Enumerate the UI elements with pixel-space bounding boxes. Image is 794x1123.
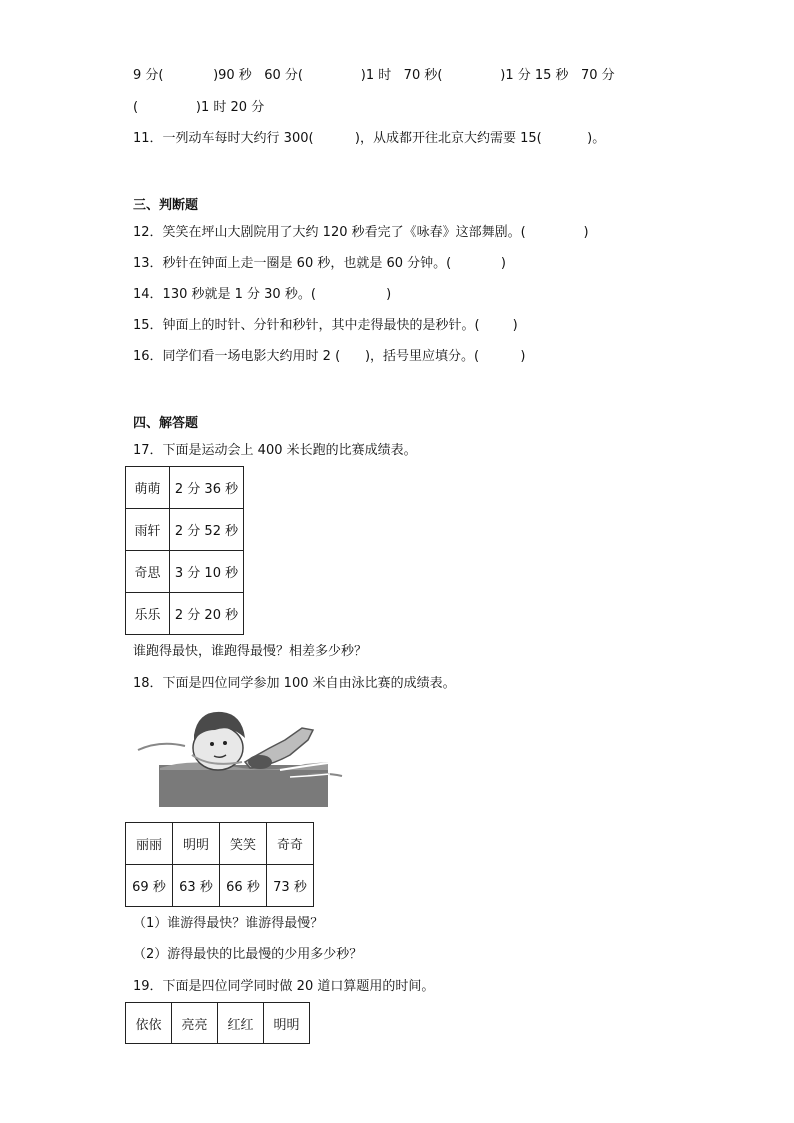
pool-water-block bbox=[159, 765, 328, 807]
runner-time: 2 分 52 秒 bbox=[170, 509, 244, 551]
runner-time: 2 分 36 秒 bbox=[170, 467, 244, 509]
question-16: 16．同学们看一场电影大约用时 2 ( )，括号里应填分。( ) bbox=[133, 349, 526, 364]
student-name: 依依 bbox=[126, 1003, 172, 1044]
q18-subquestion-2: （2）游得最快的比最慢的少用多少秒？ bbox=[133, 947, 363, 962]
swimmer-time: 63 秒 bbox=[173, 865, 220, 907]
q17-score-table bbox=[125, 466, 244, 635]
swimmer-name: 奇奇 bbox=[267, 823, 314, 865]
runner-name: 乐乐 bbox=[126, 593, 170, 635]
table-row bbox=[126, 467, 244, 509]
runner-time: 2 分 20 秒 bbox=[170, 593, 244, 635]
question-19: 19．下面是四位同学同时做 20 道口算题用的时间。 bbox=[133, 979, 435, 994]
question-18: 18．下面是四位同学参加 100 米自由泳比赛的成绩表。 bbox=[133, 676, 456, 691]
student-name: 明明 bbox=[264, 1003, 310, 1044]
runner-name: 萌萌 bbox=[126, 467, 170, 509]
question-14: 14．130 秒就是 1 分 30 秒。( ) bbox=[133, 287, 392, 302]
runner-name: 雨轩 bbox=[126, 509, 170, 551]
table-row bbox=[126, 593, 244, 635]
q10-line2: ( )1 时 20 分 bbox=[133, 100, 265, 115]
table-row bbox=[126, 823, 314, 865]
swimmer-time: 69 秒 bbox=[126, 865, 173, 907]
question-11: 11．一列动车每时大约行 300( )，从成都开往北京大约需要 15( )。 bbox=[133, 131, 606, 146]
question-17: 17．下面是运动会上 400 米长跑的比赛成绩表。 bbox=[133, 443, 417, 458]
runner-time: 3 分 10 秒 bbox=[170, 551, 244, 593]
q19-score-table bbox=[125, 1002, 310, 1044]
table-row bbox=[126, 509, 244, 551]
table-row bbox=[126, 1003, 310, 1044]
question-13: 13．秒针在钟面上走一圈是 60 秒，也就是 60 分钟。( ) bbox=[133, 256, 506, 271]
table-row bbox=[126, 865, 314, 907]
table-row bbox=[126, 551, 244, 593]
question-12: 12．笑笑在坪山大剧院用了大约 120 秒看完了《咏春》这部舞剧。( ) bbox=[133, 225, 589, 240]
swimmer-name: 明明 bbox=[173, 823, 220, 865]
swimmer-illustration bbox=[130, 700, 345, 810]
q18-score-table bbox=[125, 822, 314, 907]
section4-heading: 四、解答题 bbox=[133, 416, 199, 431]
q18-subquestion-1: （1）谁游得最快？谁游得最慢？ bbox=[133, 916, 324, 931]
section3-heading: 三、判断题 bbox=[133, 198, 199, 213]
swimmer-time: 66 秒 bbox=[220, 865, 267, 907]
q10-line1: 9 分( )90 秒 60 分( )1 时 70 秒( )1 分 15 秒 70 分 bbox=[133, 68, 615, 83]
student-name: 亮亮 bbox=[172, 1003, 218, 1044]
swimmer-time: 73 秒 bbox=[267, 865, 314, 907]
swimmer-name: 笑笑 bbox=[220, 823, 267, 865]
q17-question: 谁跑得最快，谁跑得最慢？相差多少秒？ bbox=[133, 644, 368, 659]
swimmer-name: 丽丽 bbox=[126, 823, 173, 865]
question-15: 15．钟面上的时针、分针和秒针，其中走得最快的是秒针。( ) bbox=[133, 318, 518, 333]
runner-name: 奇思 bbox=[126, 551, 170, 593]
student-name: 红红 bbox=[218, 1003, 264, 1044]
